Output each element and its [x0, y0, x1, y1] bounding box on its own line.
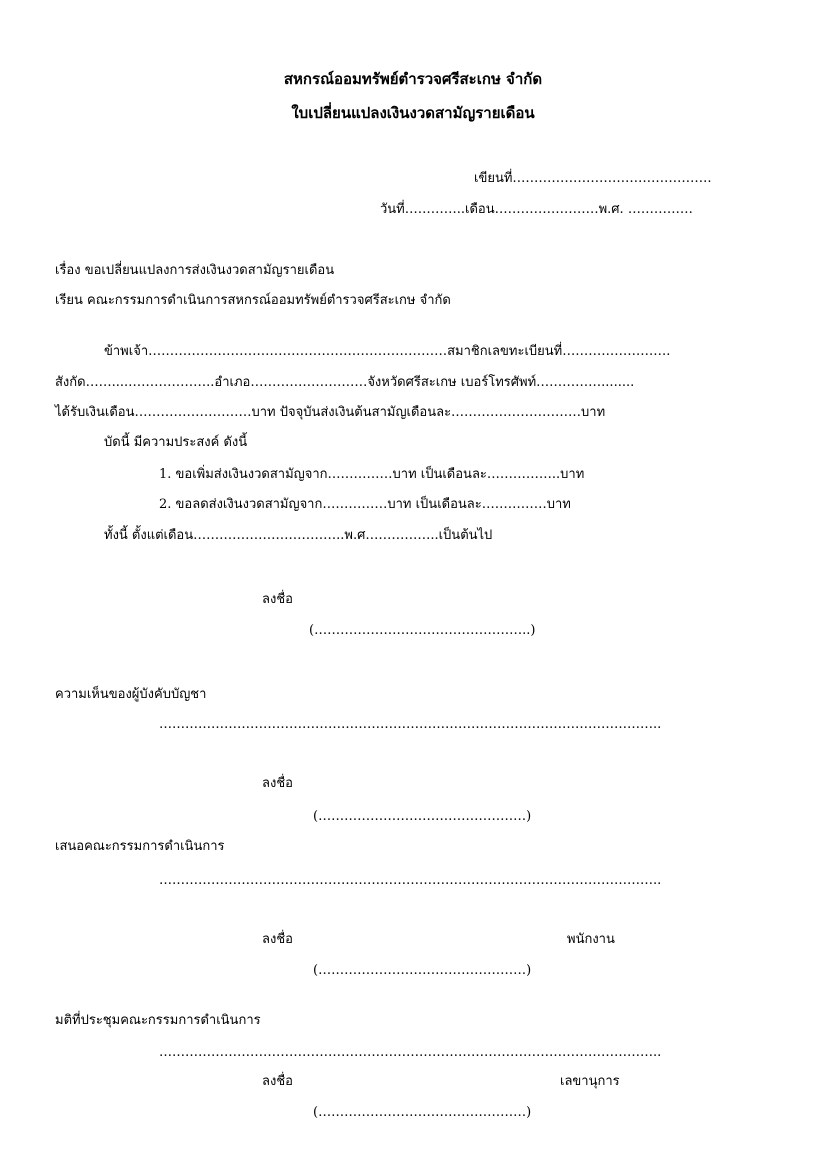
supervisor-opinion-field[interactable]: ……………………………………………………………………………………………………..: [159, 717, 662, 732]
secretary-name-field[interactable]: (…………………………………………): [313, 1105, 532, 1120]
member-name-line[interactable]: ข้าพเจ้า……………………………………………………………สมาชิกเลขทะเบียนที่…………………….: [104, 344, 671, 359]
increase-item[interactable]: 1. ขอเพิ่มส่งเงินงวดสามัญจาก……………บาท เป็นเดือนละ……………..บาท: [159, 467, 585, 482]
secretary-role-label: เลขานุการ: [560, 1074, 620, 1089]
subject-line: เรื่อง ขอเปลี่ยนแปลงการส่งเงินงวดสามัญรายเดือน: [55, 263, 335, 278]
propose-committee-heading: เสนอคณะกรรมการดำเนินการ: [55, 839, 225, 854]
form-title: ใบเปลี่ยนแปลงเงินงวดสามัญรายเดือน: [291, 104, 535, 122]
org-name: สหกรณ์ออมทรัพย์ตำรวจศรีสะเกษ จำกัด: [283, 70, 543, 88]
supervisor-name-field[interactable]: (…………………………………………): [313, 809, 532, 824]
staff-name-field[interactable]: (…………………………………………): [313, 963, 532, 978]
date-field[interactable]: วันที่…………..เดือน……………………พ.ศ. ……………: [380, 202, 693, 217]
decrease-item[interactable]: 2. ขอลดส่งเงินงวดสามัญจาก……………บาท เป็นเดือนละ……………บาท: [159, 497, 571, 512]
committee-resolution-field[interactable]: ……………………………………………………………………………………………………..: [159, 1045, 662, 1060]
effective-month-line[interactable]: ทั้งนี้ ตั้งแต่เดือน……………………………..พ.ศ……………..เป็นต้นไป: [104, 528, 493, 543]
affiliation-line[interactable]: สังกัด……....………………..อำเภอ………………………จังหวัดศรีสะเกษ เบอร์โทรศัพท์……………........: [55, 375, 635, 390]
supervisor-opinion-heading: ความเห็นของผู้บังคับบัญชา: [55, 687, 207, 702]
applicant-name-field[interactable]: (…………………………………………..): [309, 623, 536, 638]
written-at-field[interactable]: เขียนที่……………………………………….: [474, 171, 712, 186]
committee-resolution-heading: มติที่ประชุมคณะกรรมการดำเนินการ: [55, 1013, 261, 1028]
intent-line: บัดนี้ มีความประสงค์ ดังนี้: [104, 435, 248, 450]
staff-role-label: พนักงาน: [567, 932, 615, 947]
supervisor-sign-label: ลงชื่อ: [262, 776, 293, 791]
addressee-line: เรียน คณะกรรมการดำเนินการสหกรณ์ออมทรัพย์ตำรวจศรีสะเกษ จำกัด: [55, 293, 451, 308]
applicant-sign-label: ลงชื่อ: [262, 592, 293, 607]
secretary-sign-label: ลงชื่อ: [262, 1074, 293, 1089]
salary-line[interactable]: ได้รับเงินเดือน………………………บาท ปัจจุบันส่งเงินต้นสามัญเดือนละ…………………………บาท: [55, 405, 606, 420]
staff-sign-label: ลงชื่อ: [262, 932, 293, 947]
propose-committee-field[interactable]: ……………………………………………………………………………………………………..: [159, 873, 662, 888]
